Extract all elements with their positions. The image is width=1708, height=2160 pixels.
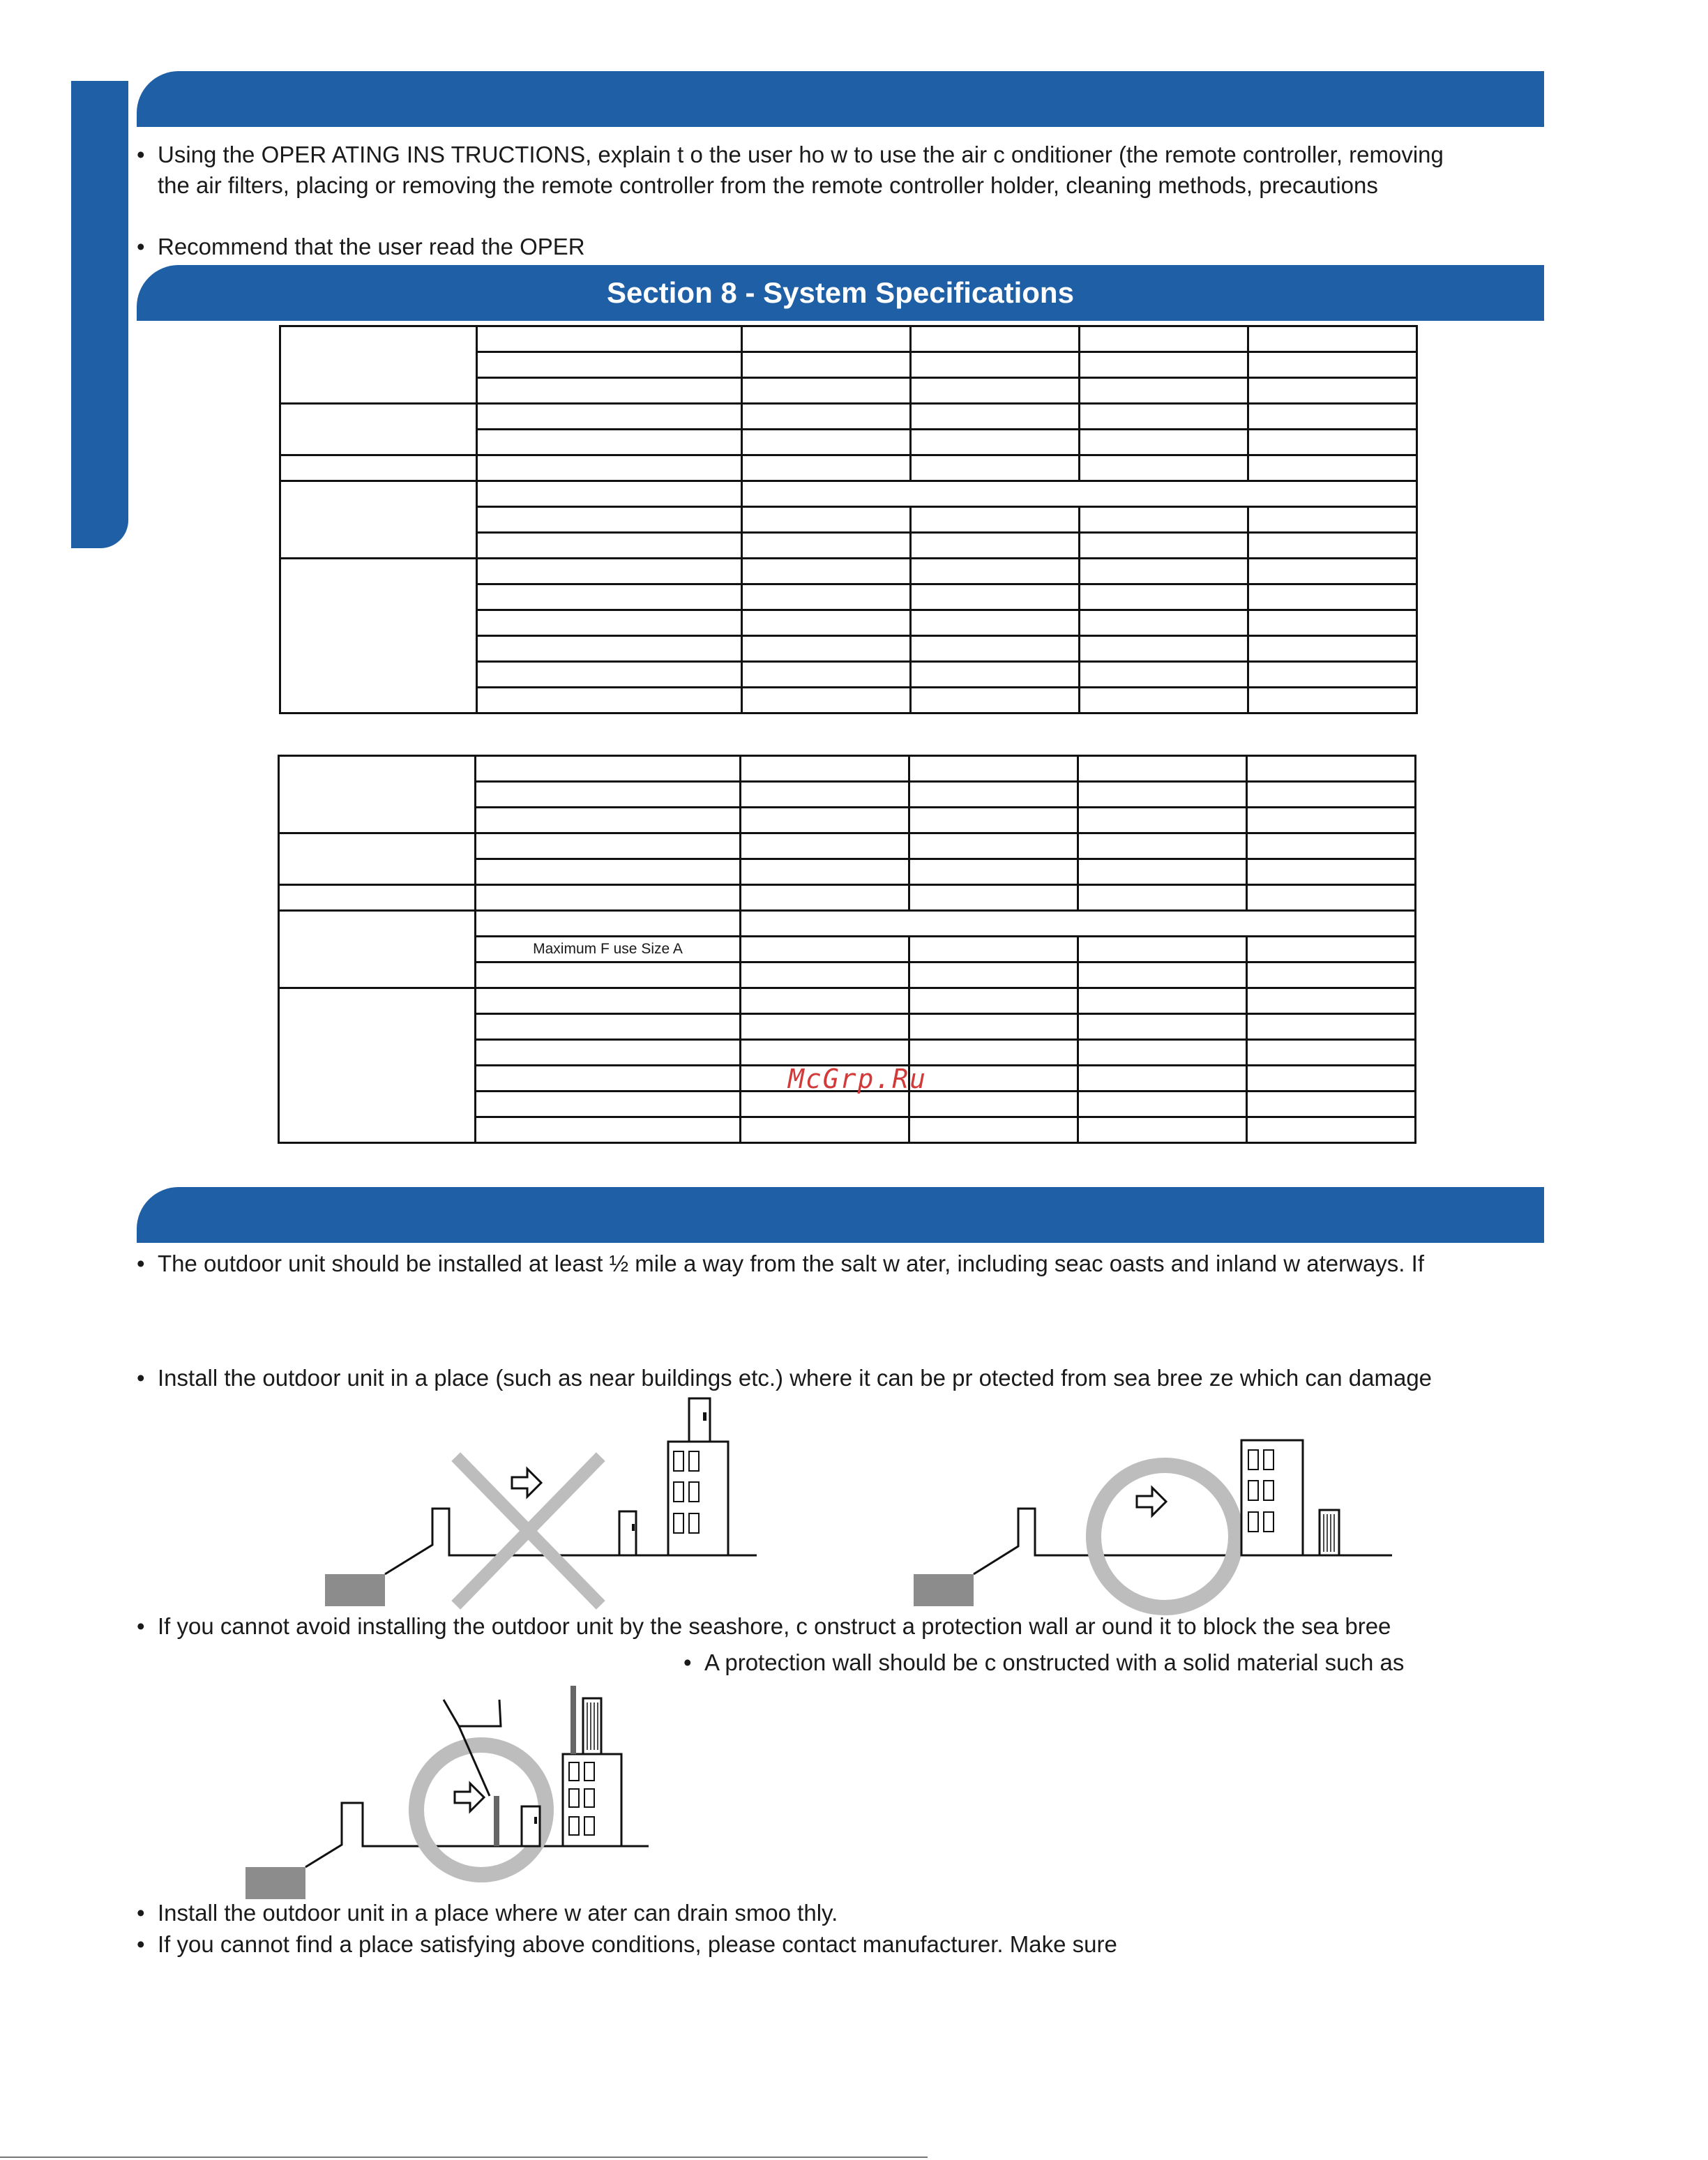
footer-rule xyxy=(0,2157,928,2158)
bullet-recommend xyxy=(137,232,585,262)
bottom-banner xyxy=(137,1187,1544,1243)
sub-bullet-wall-material xyxy=(683,1647,1404,1678)
sea-block xyxy=(245,1867,305,1899)
bullet-protect-from-sea-breeze xyxy=(137,1363,1432,1394)
outdoor-unit-icon xyxy=(522,1806,540,1846)
table-row xyxy=(279,911,1416,937)
bullet-text: If you cannot find a place satisfying above conditions, please contact manufacturer. Make sure xyxy=(158,1931,1117,1957)
protection-wall-figure xyxy=(237,1677,656,1908)
bullet-drainage xyxy=(137,1898,838,1928)
protection-wall xyxy=(494,1796,499,1846)
bullet-mark: • xyxy=(137,1900,145,1926)
max-fuse-size-cell: Maximum F use Size A xyxy=(476,937,741,962)
outdoor-unit-icon xyxy=(619,1511,636,1555)
table-row xyxy=(280,559,1417,584)
bullet-mark: • xyxy=(137,1365,145,1391)
spec-table-1 xyxy=(279,325,1418,714)
side-tab xyxy=(71,81,128,548)
watermark: McGrp.Ru xyxy=(788,1064,928,1094)
sea-block xyxy=(325,1574,385,1606)
bullet-text: Using the OPER ATING INS TRUCTIONS, explain t o the user ho w to use the air c onditioner (the remote controller, removing xyxy=(158,142,1444,167)
bullet-mark: • xyxy=(137,1251,145,1276)
table-row xyxy=(279,833,1416,859)
bullet-text: Install the outdoor unit in a place where w ater can drain smoo thly. xyxy=(158,1900,838,1926)
bullet-operating-instructions-cont xyxy=(158,170,1378,201)
section-title: Section 8 - System Specifications xyxy=(137,265,1544,321)
rooftop-wall xyxy=(570,1686,576,1754)
table-row xyxy=(280,404,1417,430)
bullet-text: If you cannot avoid installing the outdoor unit by the seashore, c onstruct a protection wall ar ound it to block the sea bree xyxy=(158,1613,1391,1639)
table-row xyxy=(279,885,1416,911)
table-row xyxy=(279,988,1416,1014)
callout-lines xyxy=(444,1700,501,1726)
table-row xyxy=(279,756,1416,782)
circle-icon xyxy=(1094,1465,1236,1608)
bullet-mark: • xyxy=(137,1613,145,1639)
rooftop-unit-icon xyxy=(583,1698,601,1754)
bullet-text: A protection wall should be c onstructed with a solid material such as xyxy=(704,1649,1405,1675)
bullet-text: the air filters, placing or removing the remote controller from the remote controller holder, cleaning methods, precautions xyxy=(158,172,1378,198)
building-icon xyxy=(1241,1440,1303,1555)
wind-arrow-icon xyxy=(512,1469,541,1497)
bullet-mark: • xyxy=(137,234,145,259)
bullet-seashore-wall xyxy=(137,1611,1391,1642)
bullet-text: Install the outdoor unit in a place (such as near buildings etc.) where it can be pr otected from sea bree ze which can damage xyxy=(158,1365,1433,1391)
bullet-contact-manufacturer xyxy=(137,1929,1117,1960)
bullet-operating-instructions xyxy=(137,139,1444,170)
wind-arrow-icon xyxy=(455,1783,484,1811)
bullet-mark: • xyxy=(137,1931,145,1957)
bullet-text: The outdoor unit should be installed at least ½ mile a way from the salt w ater, including seac oasts and inland w aterways. If xyxy=(158,1251,1424,1276)
building-icon xyxy=(563,1754,621,1846)
bullet-distance-from-salt-water xyxy=(137,1248,1424,1279)
correct-installation-figure xyxy=(907,1412,1395,1622)
top-banner xyxy=(137,71,1544,127)
bullet-mark: • xyxy=(683,1649,692,1675)
table-row xyxy=(280,455,1417,481)
wrong-installation-figure xyxy=(321,1391,767,1622)
rooftop-unit-icon xyxy=(689,1398,710,1442)
wind-arrow-icon xyxy=(1137,1488,1166,1516)
table-row xyxy=(280,481,1417,507)
bullet-text: Recommend that the user read the OPER xyxy=(158,234,585,259)
table-row xyxy=(280,326,1417,352)
outdoor-unit-icon xyxy=(1320,1510,1339,1555)
bullet-mark: • xyxy=(137,142,145,167)
sea-block xyxy=(914,1574,974,1606)
